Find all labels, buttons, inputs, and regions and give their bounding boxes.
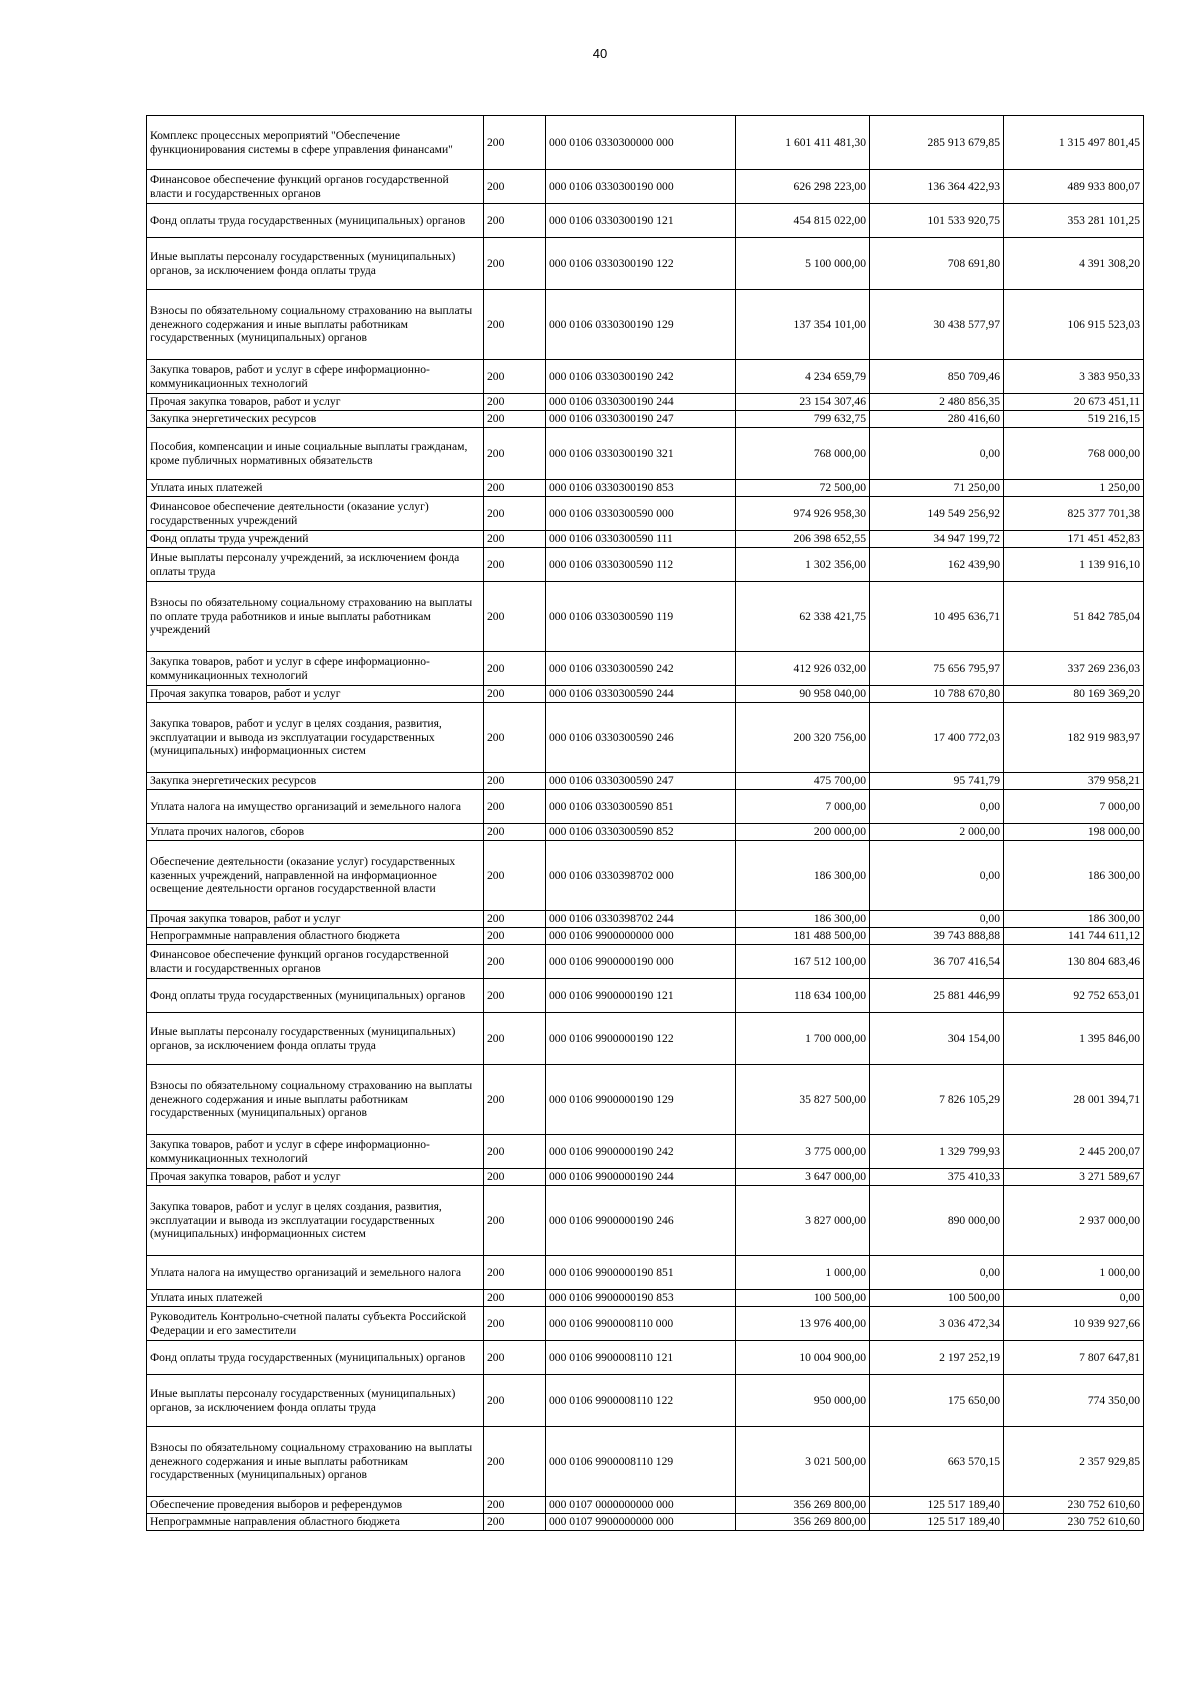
row-executed-amount: 0,00 <box>870 1256 1004 1290</box>
row-classification-code: 000 0106 0330300590 112 <box>546 548 736 582</box>
row-executed-amount: 39 743 888,88 <box>870 928 1004 945</box>
row-approved-amount: 62 338 421,75 <box>736 582 870 652</box>
row-name: Руководитель Контрольно-счетной палаты субъекта Российской Федерации и его заместители <box>147 1307 484 1341</box>
table-row <box>147 1375 1144 1427</box>
row-approved-amount: 1 601 411 481,30 <box>736 116 870 170</box>
row-name: Финансовое обеспечение деятельности (оказание услуг) государственных учреждений <box>147 497 484 531</box>
row-approved-amount: 454 815 022,00 <box>736 204 870 238</box>
row-line-code: 200 <box>484 686 546 703</box>
row-name: Иные выплаты персоналу учреждений, за исключением фонда оплаты труда <box>147 548 484 582</box>
row-approved-amount: 974 926 958,30 <box>736 497 870 531</box>
row-classification-code: 000 0106 9900000190 244 <box>546 1169 736 1186</box>
table-row <box>147 703 1144 773</box>
row-executed-amount: 75 656 795,97 <box>870 652 1004 686</box>
table-row <box>147 1497 1144 1514</box>
table-row <box>147 1427 1144 1497</box>
table-row <box>147 1514 1144 1531</box>
table-row <box>147 1256 1144 1290</box>
table-row <box>147 945 1144 979</box>
row-name: Взносы по обязательному социальному страхованию на выплаты денежного содержания и иные выплаты работникам государственных (муниципальных) органов <box>147 1427 484 1497</box>
table-row <box>147 582 1144 652</box>
row-executed-amount: 30 438 577,97 <box>870 290 1004 360</box>
row-classification-code: 000 0106 9900000190 000 <box>546 945 736 979</box>
row-line-code: 200 <box>484 360 546 394</box>
row-executed-amount: 2 197 252,19 <box>870 1341 1004 1375</box>
row-approved-amount: 23 154 307,46 <box>736 394 870 411</box>
row-classification-code: 000 0106 0330300190 122 <box>546 238 736 290</box>
row-classification-code: 000 0106 9900008110 129 <box>546 1427 736 1497</box>
row-executed-amount: 7 826 105,29 <box>870 1065 1004 1135</box>
row-line-code: 200 <box>484 790 546 824</box>
table-row <box>147 394 1144 411</box>
row-unexecuted-amount: 51 842 785,04 <box>1004 582 1144 652</box>
row-classification-code: 000 0106 0330300590 111 <box>546 531 736 548</box>
row-name: Уплата иных платежей <box>147 480 484 497</box>
row-classification-code: 000 0106 0330398702 244 <box>546 911 736 928</box>
row-name: Закупка энергетических ресурсов <box>147 773 484 790</box>
row-executed-amount: 663 570,15 <box>870 1427 1004 1497</box>
row-name: Фонд оплаты труда государственных (муниципальных) органов <box>147 204 484 238</box>
row-unexecuted-amount: 4 391 308,20 <box>1004 238 1144 290</box>
row-unexecuted-amount: 1 000,00 <box>1004 1256 1144 1290</box>
row-line-code: 200 <box>484 841 546 911</box>
row-classification-code: 000 0106 9900000190 851 <box>546 1256 736 1290</box>
row-line-code: 200 <box>484 548 546 582</box>
row-executed-amount: 0,00 <box>870 841 1004 911</box>
row-executed-amount: 34 947 199,72 <box>870 531 1004 548</box>
row-classification-code: 000 0106 0330398702 000 <box>546 841 736 911</box>
row-approved-amount: 799 632,75 <box>736 411 870 428</box>
row-line-code: 200 <box>484 652 546 686</box>
row-line-code: 200 <box>484 204 546 238</box>
row-name: Закупка товаров, работ и услуг в сфере информационно-коммуникационных технологий <box>147 652 484 686</box>
row-unexecuted-amount: 7 000,00 <box>1004 790 1144 824</box>
row-executed-amount: 2 000,00 <box>870 824 1004 841</box>
row-name: Непрограммные направления областного бюджета <box>147 928 484 945</box>
table-row <box>147 841 1144 911</box>
row-unexecuted-amount: 774 350,00 <box>1004 1375 1144 1427</box>
row-name: Уплата прочих налогов, сборов <box>147 824 484 841</box>
row-line-code: 200 <box>484 824 546 841</box>
row-name: Пособия, компенсации и иные социальные выплаты гражданам, кроме публичных нормативных обязательств <box>147 428 484 480</box>
row-name: Закупка энергетических ресурсов <box>147 411 484 428</box>
row-name: Обеспечение проведения выборов и референдумов <box>147 1497 484 1514</box>
row-executed-amount: 850 709,46 <box>870 360 1004 394</box>
row-unexecuted-amount: 1 250,00 <box>1004 480 1144 497</box>
row-line-code: 200 <box>484 1341 546 1375</box>
row-unexecuted-amount: 2 357 929,85 <box>1004 1427 1144 1497</box>
row-line-code: 200 <box>484 116 546 170</box>
row-unexecuted-amount: 3 383 950,33 <box>1004 360 1144 394</box>
row-unexecuted-amount: 1 395 846,00 <box>1004 1013 1144 1065</box>
table-row <box>147 979 1144 1013</box>
row-name: Непрограммные направления областного бюджета <box>147 1514 484 1531</box>
row-line-code: 200 <box>484 1169 546 1186</box>
table-row <box>147 911 1144 928</box>
row-classification-code: 000 0106 0330300590 246 <box>546 703 736 773</box>
row-classification-code: 000 0106 9900000190 129 <box>546 1065 736 1135</box>
row-name: Закупка товаров, работ и услуг в сфере информационно-коммуникационных технологий <box>147 1135 484 1169</box>
row-approved-amount: 186 300,00 <box>736 841 870 911</box>
row-unexecuted-amount: 20 673 451,11 <box>1004 394 1144 411</box>
row-executed-amount: 3 036 472,34 <box>870 1307 1004 1341</box>
row-executed-amount: 101 533 920,75 <box>870 204 1004 238</box>
row-unexecuted-amount: 379 958,21 <box>1004 773 1144 790</box>
row-approved-amount: 5 100 000,00 <box>736 238 870 290</box>
table-body <box>147 116 1144 1531</box>
row-line-code: 200 <box>484 1135 546 1169</box>
row-name: Взносы по обязательному социальному страхованию на выплаты денежного содержания и иные выплаты работникам государственных (муниципальных) органов <box>147 1065 484 1135</box>
row-approved-amount: 90 958 040,00 <box>736 686 870 703</box>
budget-execution-table <box>146 115 1144 1531</box>
row-executed-amount: 280 416,60 <box>870 411 1004 428</box>
row-line-code: 200 <box>484 1290 546 1307</box>
row-classification-code: 000 0106 9900008110 122 <box>546 1375 736 1427</box>
row-executed-amount: 708 691,80 <box>870 238 1004 290</box>
row-executed-amount: 285 913 679,85 <box>870 116 1004 170</box>
row-unexecuted-amount: 337 269 236,03 <box>1004 652 1144 686</box>
row-line-code: 200 <box>484 394 546 411</box>
row-name: Взносы по обязательному социальному страхованию на выплаты денежного содержания и иные выплаты работникам государственных (муниципальных) органов <box>147 290 484 360</box>
row-line-code: 200 <box>484 582 546 652</box>
row-classification-code: 000 0106 9900008110 000 <box>546 1307 736 1341</box>
row-unexecuted-amount: 130 804 683,46 <box>1004 945 1144 979</box>
row-executed-amount: 2 480 856,35 <box>870 394 1004 411</box>
table-row <box>147 170 1144 204</box>
row-unexecuted-amount: 768 000,00 <box>1004 428 1144 480</box>
row-line-code: 200 <box>484 1186 546 1256</box>
row-line-code: 200 <box>484 428 546 480</box>
row-classification-code: 000 0106 0330300190 853 <box>546 480 736 497</box>
row-approved-amount: 7 000,00 <box>736 790 870 824</box>
row-executed-amount: 149 549 256,92 <box>870 497 1004 531</box>
row-classification-code: 000 0107 9900000000 000 <box>546 1514 736 1531</box>
row-approved-amount: 626 298 223,00 <box>736 170 870 204</box>
row-approved-amount: 4 234 659,79 <box>736 360 870 394</box>
row-classification-code: 000 0106 0330300190 321 <box>546 428 736 480</box>
row-unexecuted-amount: 825 377 701,38 <box>1004 497 1144 531</box>
row-unexecuted-amount: 10 939 927,66 <box>1004 1307 1144 1341</box>
table-row <box>147 928 1144 945</box>
row-classification-code: 000 0106 9900000190 121 <box>546 979 736 1013</box>
row-name: Уплата налога на имущество организаций и земельного налога <box>147 1256 484 1290</box>
row-approved-amount: 475 700,00 <box>736 773 870 790</box>
row-approved-amount: 3 775 000,00 <box>736 1135 870 1169</box>
table-row <box>147 497 1144 531</box>
row-classification-code: 000 0106 9900000000 000 <box>546 928 736 945</box>
table-row <box>147 480 1144 497</box>
row-unexecuted-amount: 92 752 653,01 <box>1004 979 1144 1013</box>
page-number: 40 <box>592 46 608 61</box>
row-classification-code: 000 0106 9900000190 853 <box>546 1290 736 1307</box>
row-approved-amount: 1 302 356,00 <box>736 548 870 582</box>
row-classification-code: 000 0106 0330300590 851 <box>546 790 736 824</box>
row-classification-code: 000 0106 9900000190 242 <box>546 1135 736 1169</box>
table-row <box>147 1013 1144 1065</box>
row-approved-amount: 100 500,00 <box>736 1290 870 1307</box>
table-row <box>147 1307 1144 1341</box>
row-line-code: 200 <box>484 1514 546 1531</box>
table-row <box>147 1065 1144 1135</box>
row-approved-amount: 167 512 100,00 <box>736 945 870 979</box>
row-line-code: 200 <box>484 911 546 928</box>
row-classification-code: 000 0106 0330300590 242 <box>546 652 736 686</box>
row-unexecuted-amount: 353 281 101,25 <box>1004 204 1144 238</box>
table-row <box>147 116 1144 170</box>
row-classification-code: 000 0106 0330300000 000 <box>546 116 736 170</box>
table-row <box>147 824 1144 841</box>
row-approved-amount: 200 000,00 <box>736 824 870 841</box>
row-unexecuted-amount: 182 919 983,97 <box>1004 703 1144 773</box>
row-executed-amount: 25 881 446,99 <box>870 979 1004 1013</box>
table-row <box>147 1290 1144 1307</box>
row-unexecuted-amount: 519 216,15 <box>1004 411 1144 428</box>
row-name: Иные выплаты персоналу государственных (муниципальных) органов, за исключением фонда оплаты труда <box>147 238 484 290</box>
row-classification-code: 000 0106 9900000190 122 <box>546 1013 736 1065</box>
row-approved-amount: 35 827 500,00 <box>736 1065 870 1135</box>
row-name: Иные выплаты персоналу государственных (муниципальных) органов, за исключением фонда оплаты труда <box>147 1375 484 1427</box>
row-name: Закупка товаров, работ и услуг в целях создания, развития, эксплуатации и вывода из эксплуатации государственных (муниципальных) информационных систем <box>147 1186 484 1256</box>
table-row <box>147 548 1144 582</box>
row-unexecuted-amount: 186 300,00 <box>1004 841 1144 911</box>
row-executed-amount: 175 650,00 <box>870 1375 1004 1427</box>
row-executed-amount: 1 329 799,93 <box>870 1135 1004 1169</box>
row-line-code: 200 <box>484 1497 546 1514</box>
row-line-code: 200 <box>484 1307 546 1341</box>
table-row <box>147 1135 1144 1169</box>
row-executed-amount: 375 410,33 <box>870 1169 1004 1186</box>
row-unexecuted-amount: 1 315 497 801,45 <box>1004 116 1144 170</box>
row-executed-amount: 0,00 <box>870 428 1004 480</box>
row-unexecuted-amount: 171 451 452,83 <box>1004 531 1144 548</box>
row-executed-amount: 36 707 416,54 <box>870 945 1004 979</box>
row-executed-amount: 890 000,00 <box>870 1186 1004 1256</box>
table-row <box>147 290 1144 360</box>
row-classification-code: 000 0106 0330300590 119 <box>546 582 736 652</box>
row-approved-amount: 412 926 032,00 <box>736 652 870 686</box>
row-executed-amount: 10 788 670,80 <box>870 686 1004 703</box>
row-classification-code: 000 0106 9900008110 121 <box>546 1341 736 1375</box>
row-line-code: 200 <box>484 170 546 204</box>
row-approved-amount: 1 000,00 <box>736 1256 870 1290</box>
row-unexecuted-amount: 2 937 000,00 <box>1004 1186 1144 1256</box>
row-approved-amount: 3 021 500,00 <box>736 1427 870 1497</box>
row-line-code: 200 <box>484 773 546 790</box>
row-approved-amount: 200 320 756,00 <box>736 703 870 773</box>
row-line-code: 200 <box>484 290 546 360</box>
row-unexecuted-amount: 28 001 394,71 <box>1004 1065 1144 1135</box>
table-row <box>147 773 1144 790</box>
row-line-code: 200 <box>484 1256 546 1290</box>
row-approved-amount: 3 827 000,00 <box>736 1186 870 1256</box>
table-row <box>147 1341 1144 1375</box>
row-executed-amount: 162 439,90 <box>870 548 1004 582</box>
row-approved-amount: 181 488 500,00 <box>736 928 870 945</box>
row-unexecuted-amount: 198 000,00 <box>1004 824 1144 841</box>
row-name: Закупка товаров, работ и услуг в сфере информационно-коммуникационных технологий <box>147 360 484 394</box>
row-classification-code: 000 0106 0330300590 244 <box>546 686 736 703</box>
row-line-code: 200 <box>484 238 546 290</box>
row-executed-amount: 125 517 189,40 <box>870 1514 1004 1531</box>
row-unexecuted-amount: 7 807 647,81 <box>1004 1341 1144 1375</box>
row-classification-code: 000 0106 0330300590 000 <box>546 497 736 531</box>
row-line-code: 200 <box>484 1013 546 1065</box>
row-name: Фонд оплаты труда государственных (муниципальных) органов <box>147 1341 484 1375</box>
row-classification-code: 000 0106 0330300190 244 <box>546 394 736 411</box>
row-line-code: 200 <box>484 979 546 1013</box>
row-unexecuted-amount: 1 139 916,10 <box>1004 548 1144 582</box>
row-executed-amount: 0,00 <box>870 911 1004 928</box>
row-name: Прочая закупка товаров, работ и услуг <box>147 686 484 703</box>
row-line-code: 200 <box>484 480 546 497</box>
row-executed-amount: 0,00 <box>870 790 1004 824</box>
row-name: Прочая закупка товаров, работ и услуг <box>147 394 484 411</box>
row-line-code: 200 <box>484 1065 546 1135</box>
row-name: Уплата налога на имущество организаций и земельного налога <box>147 790 484 824</box>
row-classification-code: 000 0106 0330300590 247 <box>546 773 736 790</box>
row-approved-amount: 118 634 100,00 <box>736 979 870 1013</box>
row-executed-amount: 125 517 189,40 <box>870 1497 1004 1514</box>
table-row <box>147 204 1144 238</box>
row-approved-amount: 950 000,00 <box>736 1375 870 1427</box>
table-row <box>147 686 1144 703</box>
table-row <box>147 411 1144 428</box>
row-name: Уплата иных платежей <box>147 1290 484 1307</box>
row-line-code: 200 <box>484 703 546 773</box>
row-name: Фонд оплаты труда государственных (муниципальных) органов <box>147 979 484 1013</box>
row-classification-code: 000 0106 0330300190 121 <box>546 204 736 238</box>
row-line-code: 200 <box>484 497 546 531</box>
row-line-code: 200 <box>484 928 546 945</box>
table-row <box>147 238 1144 290</box>
row-unexecuted-amount: 80 169 369,20 <box>1004 686 1144 703</box>
row-name: Комплекс процессных мероприятий "Обеспечение функционирования системы в сфере управления финансами" <box>147 116 484 170</box>
row-approved-amount: 13 976 400,00 <box>736 1307 870 1341</box>
row-classification-code: 000 0106 0330300190 000 <box>546 170 736 204</box>
row-executed-amount: 304 154,00 <box>870 1013 1004 1065</box>
row-approved-amount: 10 004 900,00 <box>736 1341 870 1375</box>
row-approved-amount: 137 354 101,00 <box>736 290 870 360</box>
row-unexecuted-amount: 230 752 610,60 <box>1004 1497 1144 1514</box>
row-approved-amount: 356 269 800,00 <box>736 1514 870 1531</box>
table-row <box>147 428 1144 480</box>
row-unexecuted-amount: 230 752 610,60 <box>1004 1514 1144 1531</box>
row-line-code: 200 <box>484 411 546 428</box>
table-row <box>147 652 1144 686</box>
row-name: Прочая закупка товаров, работ и услуг <box>147 1169 484 1186</box>
row-executed-amount: 17 400 772,03 <box>870 703 1004 773</box>
row-unexecuted-amount: 106 915 523,03 <box>1004 290 1144 360</box>
row-name: Обеспечение деятельности (оказание услуг) государственных казенных учреждений, направленной на информационное освещение деятельности органов государственной власти <box>147 841 484 911</box>
row-line-code: 200 <box>484 945 546 979</box>
row-classification-code: 000 0106 0330300190 247 <box>546 411 736 428</box>
row-line-code: 200 <box>484 531 546 548</box>
row-approved-amount: 206 398 652,55 <box>736 531 870 548</box>
row-classification-code: 000 0106 0330300190 242 <box>546 360 736 394</box>
row-unexecuted-amount: 3 271 589,67 <box>1004 1169 1144 1186</box>
row-executed-amount: 95 741,79 <box>870 773 1004 790</box>
row-name: Иные выплаты персоналу государственных (муниципальных) органов, за исключением фонда оплаты труда <box>147 1013 484 1065</box>
row-executed-amount: 100 500,00 <box>870 1290 1004 1307</box>
row-approved-amount: 72 500,00 <box>736 480 870 497</box>
row-classification-code: 000 0106 9900000190 246 <box>546 1186 736 1256</box>
table-row <box>147 531 1144 548</box>
row-approved-amount: 356 269 800,00 <box>736 1497 870 1514</box>
row-approved-amount: 3 647 000,00 <box>736 1169 870 1186</box>
row-name: Прочая закупка товаров, работ и услуг <box>147 911 484 928</box>
row-name: Взносы по обязательному социальному страхованию на выплаты по оплате труда работников и иные выплаты работникам учреждений <box>147 582 484 652</box>
table-row <box>147 1186 1144 1256</box>
row-unexecuted-amount: 141 744 611,12 <box>1004 928 1144 945</box>
table-row <box>147 790 1144 824</box>
row-executed-amount: 10 495 636,71 <box>870 582 1004 652</box>
row-name: Финансовое обеспечение функций органов государственной власти и государственных органов <box>147 945 484 979</box>
row-line-code: 200 <box>484 1375 546 1427</box>
table-row <box>147 1169 1144 1186</box>
row-line-code: 200 <box>484 1427 546 1497</box>
row-unexecuted-amount: 489 933 800,07 <box>1004 170 1144 204</box>
row-classification-code: 000 0106 0330300590 852 <box>546 824 736 841</box>
row-approved-amount: 768 000,00 <box>736 428 870 480</box>
table-row <box>147 360 1144 394</box>
row-name: Финансовое обеспечение функций органов государственной власти и государственных органов <box>147 170 484 204</box>
row-name: Закупка товаров, работ и услуг в целях создания, развития, эксплуатации и вывода из эксплуатации государственных (муниципальных) информационных систем <box>147 703 484 773</box>
row-unexecuted-amount: 0,00 <box>1004 1290 1144 1307</box>
row-unexecuted-amount: 186 300,00 <box>1004 911 1144 928</box>
row-classification-code: 000 0106 0330300190 129 <box>546 290 736 360</box>
row-name: Фонд оплаты труда учреждений <box>147 531 484 548</box>
row-approved-amount: 186 300,00 <box>736 911 870 928</box>
row-unexecuted-amount: 2 445 200,07 <box>1004 1135 1144 1169</box>
row-executed-amount: 136 364 422,93 <box>870 170 1004 204</box>
row-approved-amount: 1 700 000,00 <box>736 1013 870 1065</box>
row-classification-code: 000 0107 0000000000 000 <box>546 1497 736 1514</box>
row-executed-amount: 71 250,00 <box>870 480 1004 497</box>
